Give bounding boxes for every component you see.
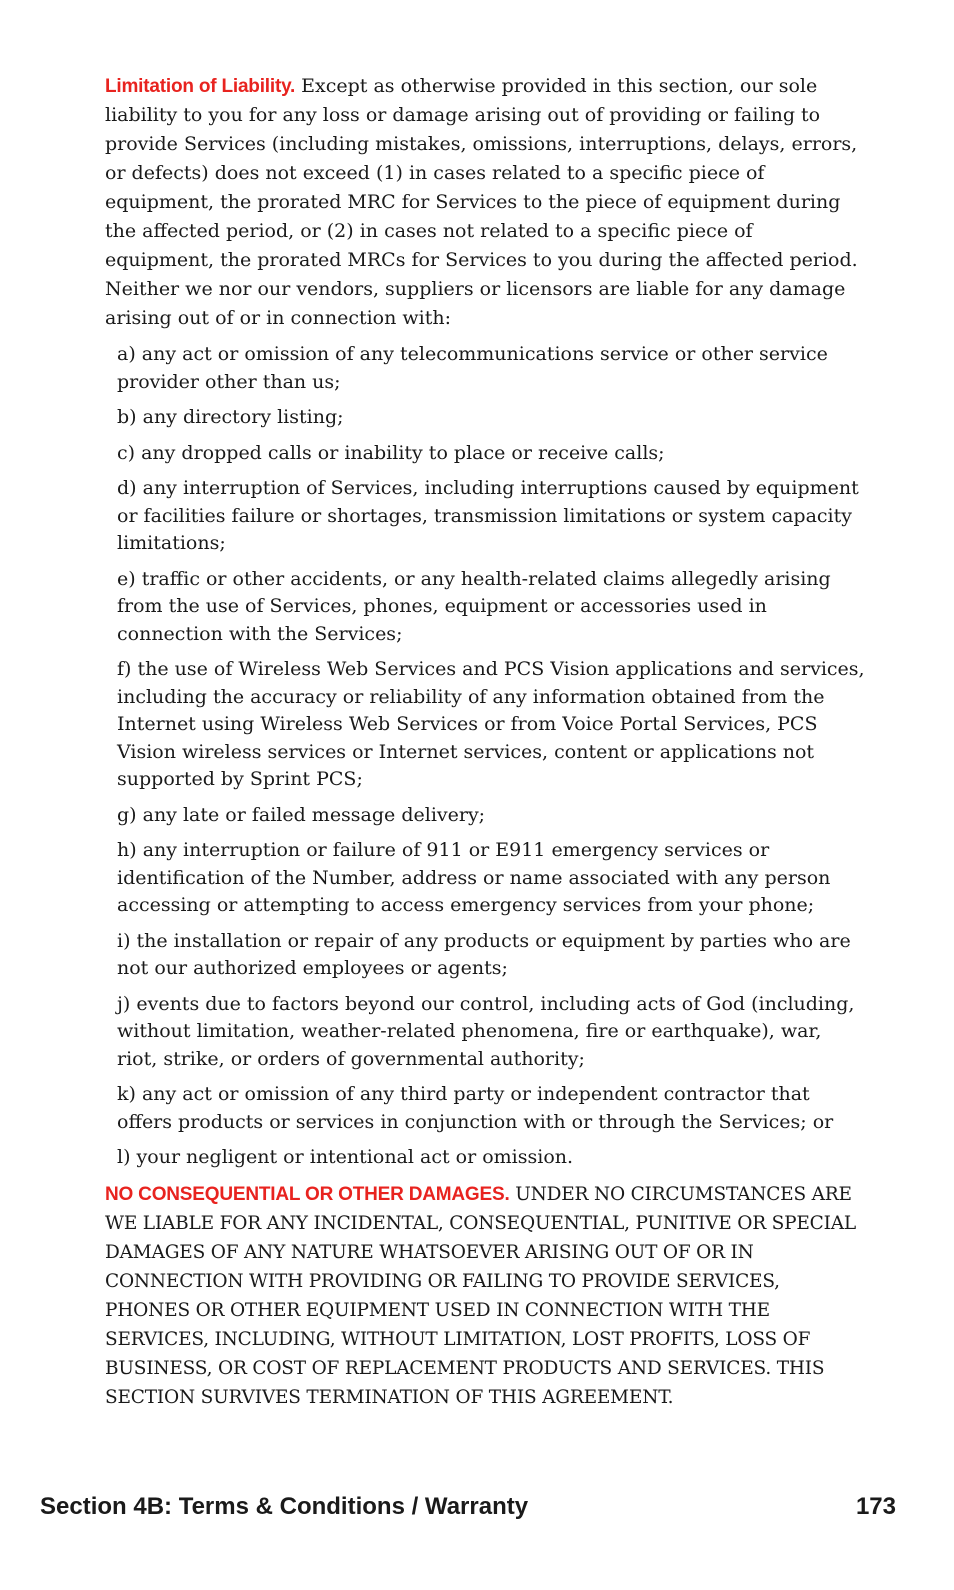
list-item: e) traffic or other accidents, or any health-related claims allegedly arising from the use of Services, phones, equipment or accessories used in connection with the Services; xyxy=(117,567,831,645)
list-item: i) the installation or repair of any products or equipment by parties who are not our authorized employees or agents; xyxy=(117,929,851,979)
document-body xyxy=(105,72,865,1420)
limitation-of-liability-paragraph xyxy=(105,72,865,333)
limitation-of-liability-heading: Limitation of Liability. xyxy=(105,76,296,97)
limitation-of-liability-text: Except as otherwise provided in this section, our sole liability to you for any loss or damage arising out of providing or failing to provide Services (including mistakes, omissions, interruptions, delays, errors, or defects) does not exceed (1) in cases related to a specific piece of equipment, the prorated MRC for Services to the piece of equipment during the affected period, or (2) in cases not related to a specific piece of equipment, the prorated MRCs for Services to you during the affected period. Neither we nor our vendors, suppliers or licensors are liable for any damage arising out of or in connection with: xyxy=(105,75,858,329)
list-item: g) any late or failed message delivery; xyxy=(117,803,486,826)
list-item: c) any dropped calls or inability to place or receive calls; xyxy=(117,441,665,464)
page-number: 173 xyxy=(855,1493,896,1520)
list-item: f) the use of Wireless Web Services and PCS Vision applications and services, including the accuracy or reliability of any information obtained from the Internet using Wireless Web Services or from Voice Portal Services, PCS Vision wireless services or Internet services, content or applications not supported by Sprint PCS; xyxy=(117,658,865,790)
list-item: a) any act or omission of any telecommunications service or other service provider other than us; xyxy=(117,343,828,393)
list-item: j) events due to factors beyond our control, including acts of God (including, without limitation, weather-related phenomena, fire or earthquake), war, riot, strike, or orders of governmental authority; xyxy=(117,992,855,1070)
page-footer xyxy=(40,1493,896,1521)
no-consequential-damages-text: UNDER NO CIRCUMSTANCES ARE WE LIABLE FOR ANY INCIDENTAL, CONSEQUENTIAL, PUNITIVE OR SPECIAL DAMAGES OF ANY NATURE WHATSOEVER ARISING OUT OF OR IN CONNECTION WITH PROVIDING OR FAILING TO PROVIDE SERVICES, PHONES OR OTHER EQUIPMENT USED IN CONNECTION WITH THE SERVICES, INCLUDING, WITHOUT LIMITATION, LOST PROFITS, LOSS OF BUSINESS, OR COST OF REPLACEMENT PRODUCTS AND SERVICES. THIS SECTION SURVIVES TERMINATION OF THIS AGREEMENT. xyxy=(105,1183,856,1408)
list-item: l) your negligent or intentional act or omission. xyxy=(117,1146,574,1168)
liability-exclusions-list xyxy=(105,341,865,1172)
footer-section-title: Section 4B: Terms & Conditions / Warranty xyxy=(40,1493,529,1520)
list-item: b) any directory listing; xyxy=(117,406,344,428)
list-item: h) any interruption or failure of 911 or E911 emergency services or identification of the Number, address or name associated with any person accessing or attempting to access emergency services from your phone; xyxy=(117,839,831,916)
list-item: d) any interruption of Services, including interruptions caused by equipment or facilities failure or shortages, transmission limitations or system capacity limitations; xyxy=(117,477,859,554)
list-item: k) any act or omission of any third party or independent contractor that offers products or services in conjunction with or through the Services; or xyxy=(117,1083,834,1133)
no-consequential-damages-paragraph xyxy=(105,1180,865,1412)
no-consequential-damages-heading: NO CONSEQUENTIAL OR OTHER DAMAGES. xyxy=(105,1183,510,1205)
